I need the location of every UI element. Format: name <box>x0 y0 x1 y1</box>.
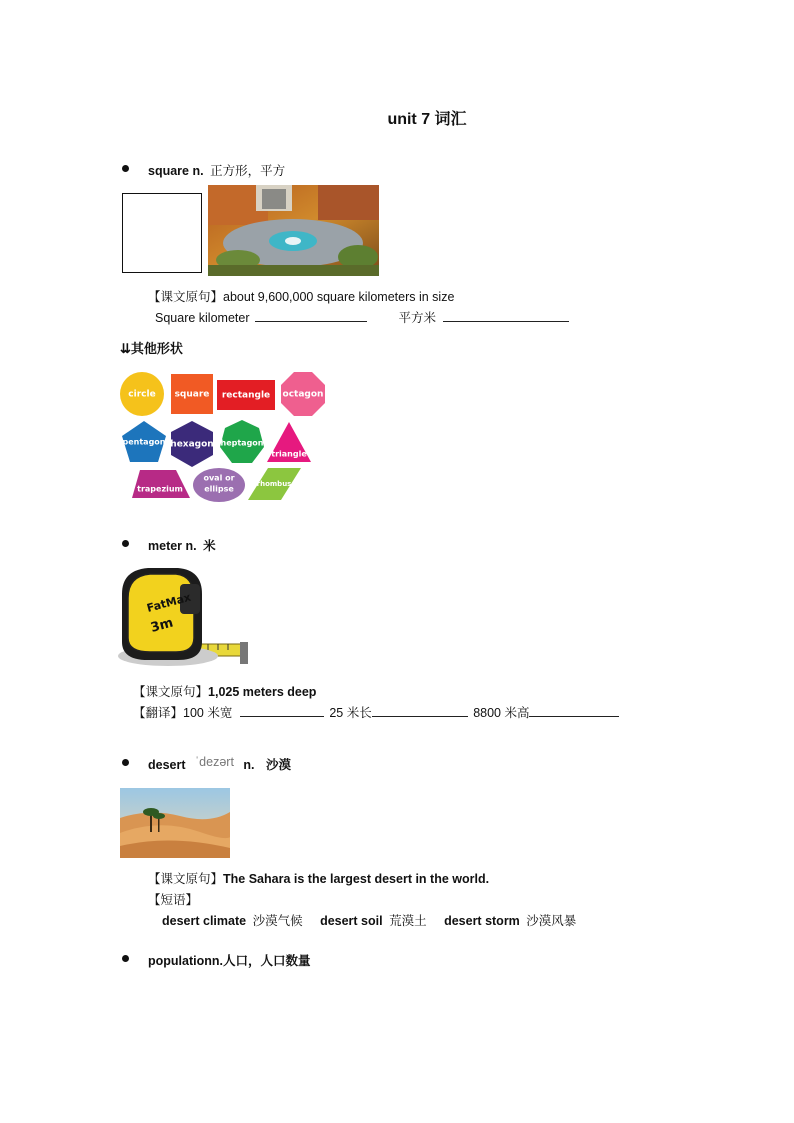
square-example: about 9,600,000 square kilometers in size <box>223 290 455 304</box>
circle-shape <box>120 372 164 416</box>
meaning-desert: 沙漠 <box>266 758 292 772</box>
word-population: population <box>148 954 212 968</box>
meter-translate-line <box>133 703 619 721</box>
meter-example: 1,025 meters deep <box>208 685 317 699</box>
triangle-shape <box>267 422 311 462</box>
answer-blank-100m[interactable] <box>240 705 324 717</box>
pentagon-label: pentagon <box>122 437 166 447</box>
meter-example-tag: 【课文原句】 <box>133 685 209 699</box>
meter-t2: 25 米长 <box>329 706 372 720</box>
phrase2-en: desert soil <box>320 914 383 928</box>
rhombus-shape <box>248 468 301 500</box>
tape-brand-text: FatMax <box>145 590 193 615</box>
square-practice-cn: 平方米 <box>398 311 436 325</box>
desert-example: The Sahara is the largest desert in the world. <box>223 872 490 886</box>
desert-example-tag: 【课文原句】 <box>148 872 224 886</box>
phrase3-cn: 沙漠风暴 <box>526 914 577 928</box>
meter-example-line <box>133 682 316 700</box>
ellipse-label: ellipse <box>204 484 234 494</box>
hexagon-label: hexagon <box>170 439 214 450</box>
rhombus-label: rhombus <box>256 480 292 488</box>
square-shape <box>171 374 213 414</box>
phrase1-en: desert climate <box>162 914 247 928</box>
desert-phrase-tag: 【短语】 <box>148 893 199 907</box>
tape-size-text: 3m <box>149 615 175 636</box>
triangle-label: triangle <box>271 449 307 459</box>
shapes-illustration <box>118 370 333 505</box>
meaning-square: 正方形，平方 <box>210 164 286 178</box>
rectangle-label: rectangle <box>221 390 271 401</box>
square-practice-line <box>155 308 569 326</box>
page-title: unit 7 词汇 <box>387 111 467 128</box>
pos-square: n. <box>192 164 204 178</box>
pos-meter: n. <box>185 539 197 553</box>
tape-measure-image <box>118 564 250 674</box>
bullet-population <box>122 955 129 962</box>
phrase1-cn: 沙漠气候 <box>252 914 303 928</box>
answer-blank-square-km[interactable] <box>255 310 367 322</box>
square-shape-illustration <box>122 193 202 273</box>
meter-t1: 100 米宽 <box>183 706 233 720</box>
entry-population-heading <box>148 951 311 969</box>
rectangle-shape <box>217 380 275 410</box>
heptagon-shape <box>220 420 264 463</box>
meaning-population: 人口，人口数量 <box>222 954 311 968</box>
desert-phrases-line <box>162 911 576 929</box>
example-tag: 【课文原句】 <box>148 290 224 304</box>
entry-square-heading <box>148 161 285 179</box>
answer-blank-square-m[interactable] <box>443 310 569 322</box>
bullet-desert <box>122 759 129 766</box>
trapezium-shape <box>132 470 190 498</box>
bullet-square <box>122 165 129 172</box>
pentagon-shape <box>122 421 166 462</box>
square-practice-word: Square kilometer <box>155 311 250 325</box>
desert-photo <box>120 788 230 858</box>
oval-shape <box>193 468 245 502</box>
phrase3-en: desert storm <box>444 914 520 928</box>
answer-blank-25m[interactable] <box>372 705 468 717</box>
shapes-heading-text: 其他形状 <box>130 341 183 356</box>
shapes-heading <box>120 338 183 357</box>
octagon-label: octagon <box>282 389 324 400</box>
pos-population: n. <box>211 954 223 968</box>
entry-desert-heading <box>148 755 291 773</box>
entry-meter-heading <box>148 536 216 554</box>
phonetic-desert: ˈdezərt <box>195 755 234 769</box>
answer-blank-8800m[interactable] <box>529 705 619 717</box>
pos-desert: n. <box>243 758 255 772</box>
word-meter: meter <box>148 539 183 553</box>
bullet-meter <box>122 540 129 547</box>
word-square: square <box>148 164 189 178</box>
heptagon-label: heptagon <box>220 438 264 448</box>
oval-label: oval or <box>203 473 235 483</box>
double-down-arrow-icon: ⇊ <box>120 341 131 356</box>
circle-label: circle <box>128 389 156 400</box>
square-plaza-photo <box>208 185 379 276</box>
hexagon-shape <box>170 421 213 467</box>
octagon-shape <box>281 372 325 416</box>
meter-t3: 8800 米高 <box>473 706 530 720</box>
meter-translate-tag: 【翻译】 <box>133 706 184 720</box>
word-desert: desert <box>148 758 186 772</box>
square-example-line <box>148 287 454 305</box>
phrase2-cn: 荒漠土 <box>389 914 427 928</box>
desert-example-line <box>148 869 489 887</box>
trapezium-label: trapezium <box>137 484 183 494</box>
meaning-meter: 米 <box>203 539 216 553</box>
square-label: square <box>174 389 210 400</box>
